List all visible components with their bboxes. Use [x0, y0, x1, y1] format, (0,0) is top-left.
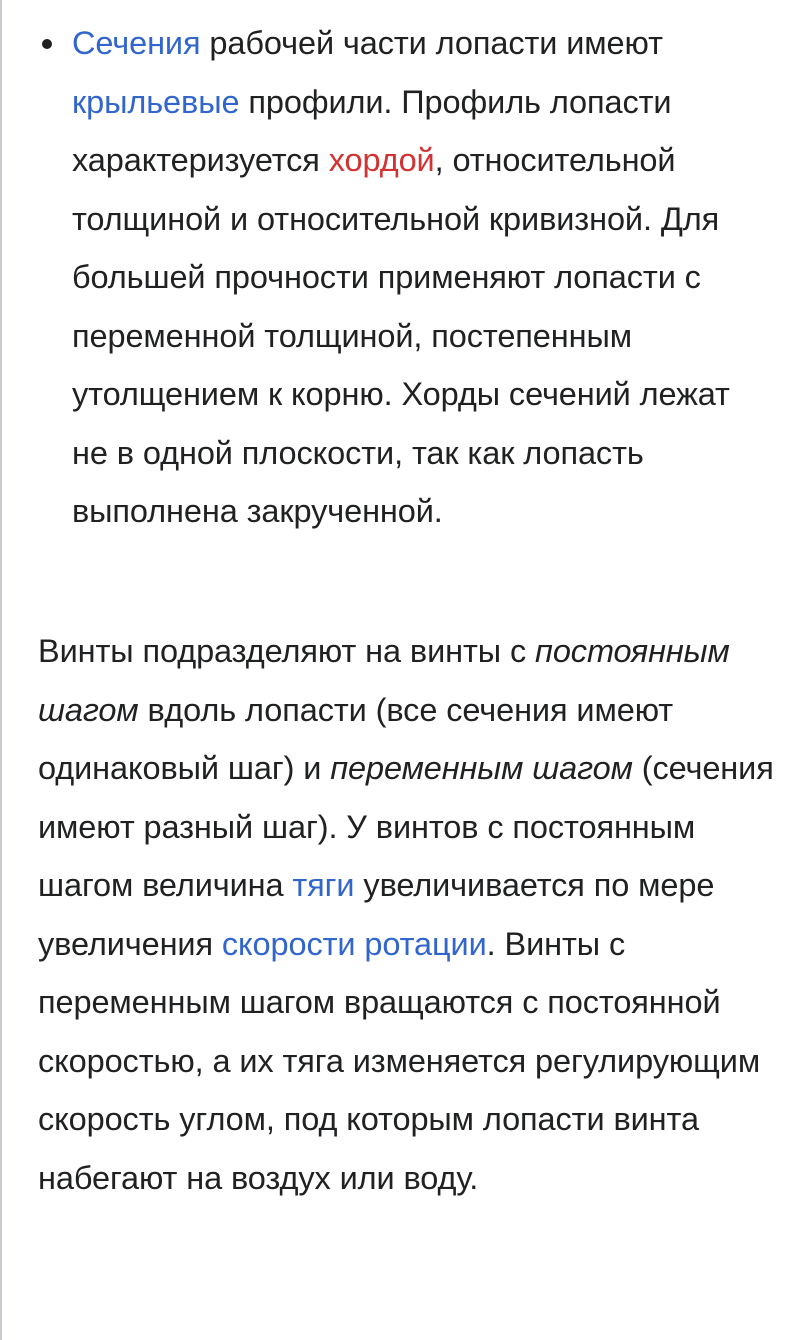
text-fragment: рабочей части лопасти имеют — [200, 25, 663, 61]
text-fragment: увеличивается по мере увеличения — [38, 867, 715, 962]
text-fragment: вдоль лопасти (все сечения имеют одинаковый шаг) и — [38, 691, 674, 786]
italic-term-variable-pitch: переменным шагом — [330, 750, 633, 786]
list-item-blade-sections — [72, 14, 772, 541]
text-fragment: Винты подразделяют на винты с — [38, 633, 536, 669]
link-secheniya[interactable]: Сечения — [72, 25, 201, 61]
text-fragment: . Винты с переменным шагом вращаются с постоянной скоростью, а их тяга изменяется регулирующим скорость углом, под которым лопасти винта набегают на воздух или воду. — [38, 925, 761, 1196]
italic-term-constant-pitch: постоянным шагом — [38, 633, 730, 728]
link-krylevye[interactable]: крыльевые — [72, 83, 240, 120]
link-tyaga[interactable]: тяги — [292, 867, 355, 903]
link-skorost-rotatsii[interactable]: скорости ротации — [221, 925, 487, 962]
text-fragment: (сечения имеют разный шаг). У винтов с постоянным шагом величина — [38, 750, 774, 903]
bullet-icon — [42, 39, 52, 49]
link-khorda[interactable]: хордой — [328, 142, 435, 178]
paragraph-propeller-pitch — [38, 622, 778, 1207]
left-border-rule — [0, 0, 2, 1340]
text-fragment: профили. Профиль лопасти характеризуется — [72, 83, 672, 178]
text-fragment: , относительной толщиной и относительной кривизной. Для большей прочности применяют лопасти с переменной толщиной, постепенным утолщением к корню. Хорды сечений лежат не в одной плоскости, так как лопасть выполнена закрученной. — [72, 142, 730, 529]
